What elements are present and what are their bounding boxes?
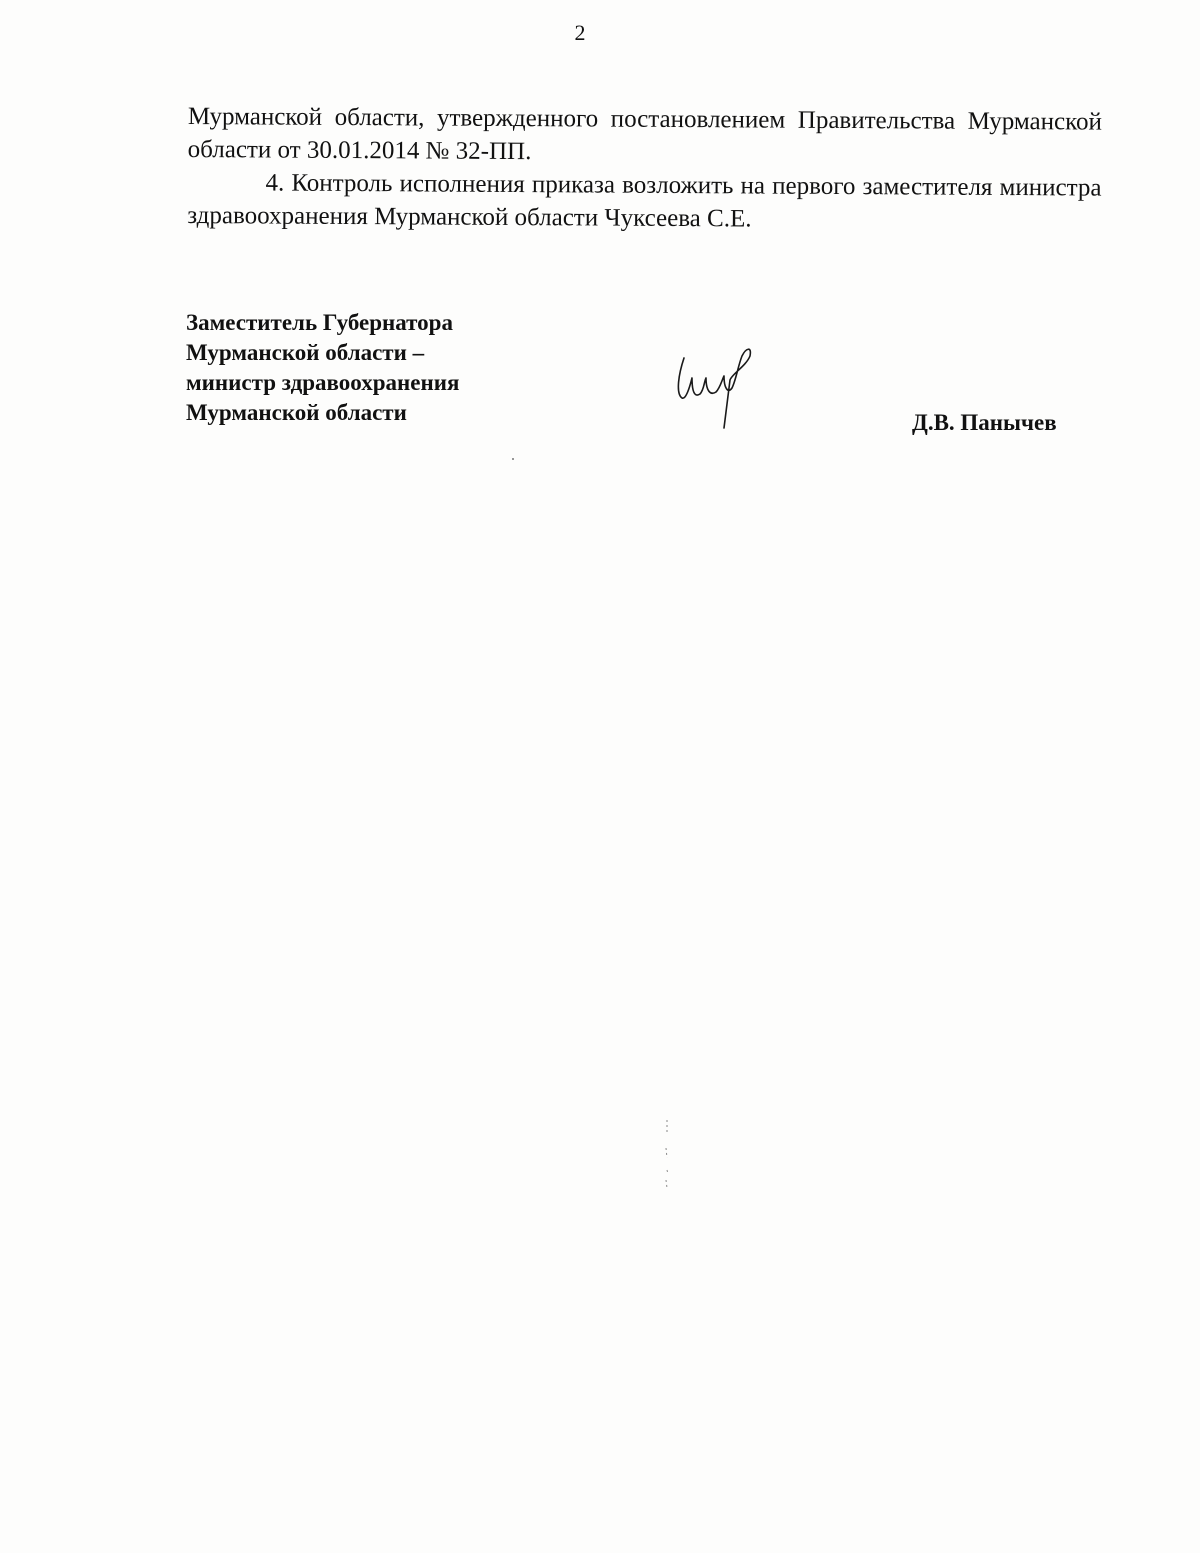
scan-speck [512,458,514,460]
paragraph-item-4: 4. Контроль исполнения приказа возложить на первого заместителя министра здравоохранения Мурманской области Чуксеева С.Е. [187,169,1102,233]
signatory-position-title: Заместитель Губернатора Мурманской области – министр здравоохранения Мурманской области [186,310,460,425]
body-text [187,100,1102,238]
signer-name: Д.В. Панычев [912,410,1057,435]
page-number: 2 [574,20,586,45]
handwritten-signature [670,336,760,432]
paragraph-continuation: Мурманской области, утвержденного постановлением Правительства Мурманской области от 30.01.2014 № 32-ПП. [187,102,1102,166]
scan-artifact [663,1118,671,1190]
